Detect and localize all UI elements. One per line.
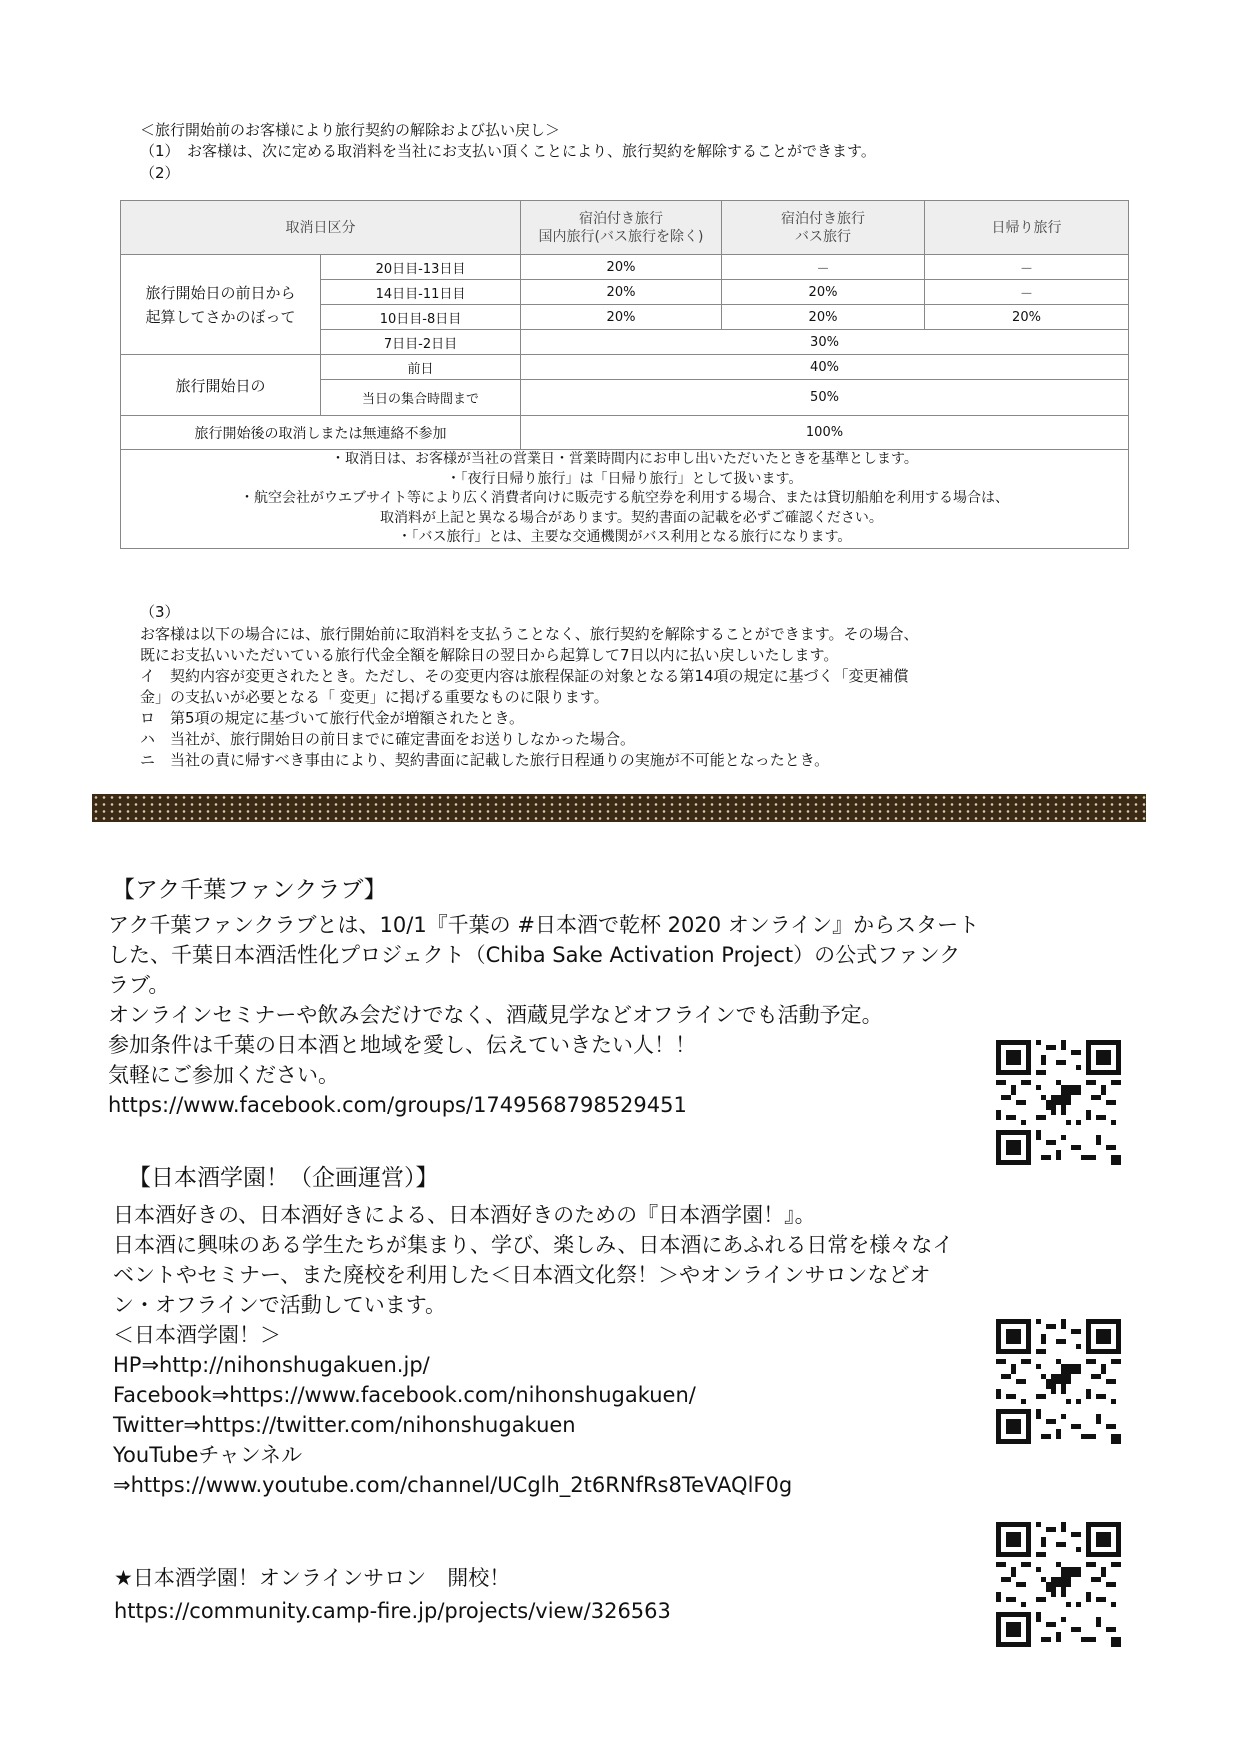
- table-cell: 30%: [521, 330, 1129, 355]
- policy-item-3: （3）: [140, 603, 180, 621]
- gakuen-body: [113, 1200, 953, 1500]
- table-cell: 20%: [722, 305, 925, 330]
- policy-item-3-body: [140, 624, 919, 771]
- paragraph-line: 参加条件は千葉の日本酒と地域を愛し、伝えていきたい人！！: [108, 1033, 696, 1057]
- club-body: [108, 910, 979, 1120]
- header-cancel-date: 取消日区分: [121, 201, 521, 255]
- header-domestic: 宿泊付き旅行 国内旅行(バス旅行を除く): [521, 201, 722, 255]
- table-cell: 20日目-13日目: [321, 255, 521, 280]
- qr-code-icon: [996, 1040, 1121, 1165]
- qr-code-gakuen[interactable]: [996, 1319, 1121, 1444]
- table-cell: 40%: [521, 355, 1129, 380]
- gakuen-title: 【日本酒学園！（企画運営）】: [128, 1165, 439, 1191]
- note-line: ・「夜行日帰り旅行」は「日帰り旅行」として扱います。: [446, 470, 803, 487]
- table-cell: 当日の集合時間まで: [321, 380, 521, 416]
- paragraph-line: 金」の支払いが必要となる「 変更」に掲げる重要なものに限ります。: [140, 688, 609, 706]
- club-title: 【アク千葉ファンクラブ】: [112, 877, 387, 903]
- policy-item-2: （2）: [140, 164, 180, 182]
- header-bus: 宿泊付き旅行 バス旅行: [722, 201, 925, 255]
- note-line: ・「バス旅行」とは、主要な交通機関がバス利用となる旅行になります。: [397, 529, 852, 545]
- note-line: ・航空会社がウエブサイト等により広く消費者向けに販売する航空券を利用する場合、または貸切船舶を利用する場合は、: [239, 490, 1010, 506]
- policy-title: ＜旅行開始前のお客様により旅行契約の解除および払い戻し＞: [140, 121, 561, 139]
- qr-code-icon: [996, 1522, 1121, 1647]
- qr-code-icon: [996, 1319, 1121, 1444]
- salon-link[interactable]: https://community.camp-fire.jp/projects/view/326563: [114, 1599, 671, 1623]
- qr-code-salon[interactable]: [996, 1522, 1121, 1647]
- paragraph-line: 日本酒好きの、日本酒好きによる、日本酒好きのための『日本酒学園！』。: [113, 1203, 816, 1227]
- paragraph-line: 日本酒に興味のある学生たちが集まり、学び、楽しみ、日本酒にあふれる日常を様々なイ: [113, 1233, 954, 1257]
- header-day-trip: 日帰り旅行: [925, 201, 1129, 255]
- table-cell: 20%: [925, 305, 1129, 330]
- policy-item-1: （1） お客様は、次に定める取消料を当社にお支払い頂くことにより、旅行契約を解除することができます。: [140, 142, 876, 160]
- paragraph-line: イ 契約内容が変更されたとき。ただし、その変更内容は旅程保証の対象となる第14項の規定に基づく「変更補償: [140, 667, 909, 685]
- table-cell: 前日: [321, 355, 521, 380]
- paragraph-line: 既にお支払いいただいている旅行代金全額を解除日の翌日から起算して7日以内に払い戻しいたします。: [140, 646, 839, 664]
- salon-title: ★日本酒学園！オンラインサロン 開校！: [114, 1566, 511, 1590]
- gakuen-hp-link[interactable]: HP⇒http://nihonshugakuen.jp/: [113, 1353, 430, 1377]
- gakuen-twitter-link[interactable]: Twitter⇒https://twitter.com/nihonshugakuen: [113, 1413, 576, 1437]
- table-cell: 20%: [722, 280, 925, 305]
- gakuen-facebook-link[interactable]: Facebook⇒https://www.facebook.com/nihonshugakuen/: [113, 1383, 696, 1407]
- qr-code-club[interactable]: [996, 1040, 1121, 1165]
- paragraph-line: オンラインセミナーや飲み会だけでなく、酒蔵見学などオフラインでも活動予定。: [108, 1003, 883, 1027]
- group-label-before-start: 旅行開始日の前日から 起算してさかのぼって: [121, 255, 321, 355]
- table-cell: 10日目-8日目: [321, 305, 521, 330]
- table-cell: －: [925, 280, 1129, 305]
- table-cell: 14日目-11日目: [321, 280, 521, 305]
- paragraph-line: ＜日本酒学園！＞: [113, 1323, 281, 1347]
- paragraph-line: ラブ。: [108, 973, 170, 997]
- table-cell: 旅行開始後の取消しまたは無連絡不参加: [121, 416, 521, 450]
- paragraph-line: ロ 第5項の規定に基づいて旅行代金が増額されたとき。: [140, 709, 524, 727]
- club-facebook-link[interactable]: https://www.facebook.com/groups/1749568798529451: [108, 1093, 687, 1117]
- note-line: ・取消日は、お客様が当社の営業日・営業時間内にお申し出いただいたときを基準とします。: [331, 451, 918, 467]
- paragraph-line: した、千葉日本酒活性化プロジェクト（Chiba Sake Activation Project）の公式ファンク: [108, 943, 961, 967]
- table-cell: 20%: [521, 280, 722, 305]
- paragraph-line: ベントやセミナー、また廃校を利用した＜日本酒文化祭！＞やオンラインサロンなどオ: [113, 1263, 931, 1287]
- table-cell: 7日目-2日目: [321, 330, 521, 355]
- table-cell: 100%: [521, 416, 1129, 450]
- paragraph-line: アク千葉ファンクラブとは、10/1『千葉の #日本酒で乾杯 2020 オンライン』からスタート: [108, 913, 980, 937]
- table-cell: －: [925, 255, 1129, 280]
- table-notes: [121, 450, 1129, 549]
- dotted-divider-band: [92, 794, 1146, 822]
- paragraph-line: ン・オフラインで活動しています。: [113, 1293, 447, 1317]
- group-label-start-day: 旅行開始日の: [121, 355, 321, 416]
- table-cell: 20%: [521, 255, 722, 280]
- paragraph-line: 気軽にご参加ください。: [108, 1063, 339, 1087]
- table-cell: －: [722, 255, 925, 280]
- paragraph-line: お客様は以下の場合には、旅行開始前に取消料を支払うことなく、旅行契約を解除することができます。その場合、: [140, 625, 919, 643]
- paragraph-line: YouTubeチャンネル: [113, 1443, 303, 1467]
- note-line: 取消料が上記と異なる場合があります。契約書面の記載を必ずご確認ください。: [380, 509, 883, 526]
- cancellation-fee-table: [120, 200, 1129, 549]
- gakuen-youtube-link[interactable]: ⇒https://www.youtube.com/channel/UCglh_2t6RNfRs8TeVAQlF0g: [113, 1473, 793, 1497]
- table-cell: 20%: [521, 305, 722, 330]
- paragraph-line: ハ 当社が、旅行開始日の前日までに確定書面をお送りしなかった場合。: [140, 730, 636, 748]
- paragraph-line: ニ 当社の責に帰すべき事由により、契約書面に記載した旅行日程通りの実施が不可能となったとき。: [140, 751, 830, 769]
- table-cell: 50%: [521, 380, 1129, 416]
